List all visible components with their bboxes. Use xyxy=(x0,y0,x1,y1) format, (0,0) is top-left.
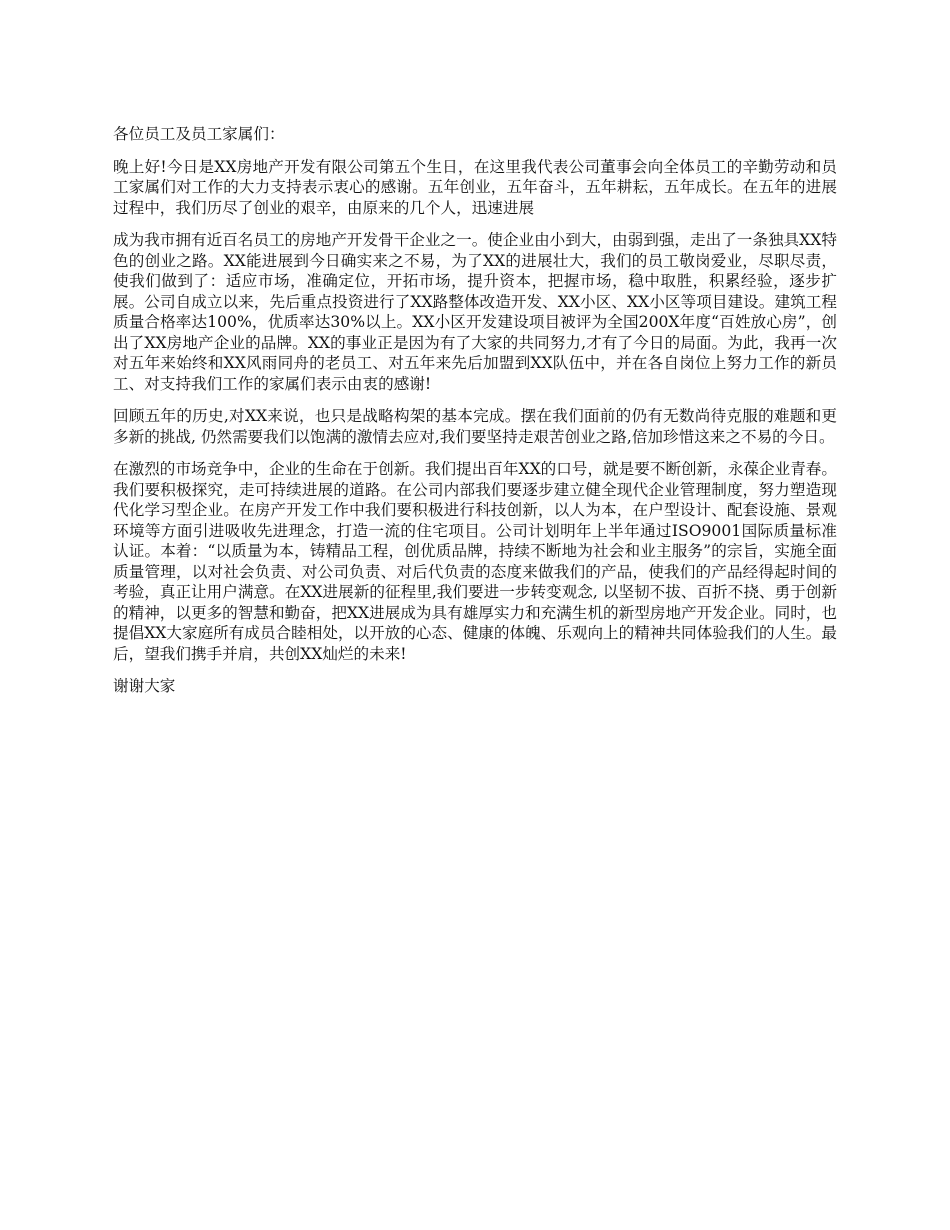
closing-line: 谢谢大家 xyxy=(113,677,176,695)
paragraph-1: 晚上好!今日是XX房地产开发有限公司第五个生日，在这里我代表公司董事会向全体员工的辛勤劳动和员工家属们对工作的大力支持表示衷心的感谢。五年创业，五年奋斗，五年耕耘，五年成长。在五年的进展过程中，我们历尽了创业的艰辛，由原来的几个人，迅速进展 xyxy=(113,157,837,217)
paragraph-2: 成为我市拥有近百名员工的房地产开发骨干企业之一。使企业由小到大，由弱到强，走出了一条独具XX特色的创业之路。XX能进展到今日确实来之不易，为了XX的进展壮大，我们的员工敬岗爱业，尽职尽责，使我们做到了：适应市场，准确定位，开拓市场，提升资本，把握市场，稳中取胜，积累经验，逐步扩展。公司自成立以来，先后重点投资进行了XX路整体改造开发、XX小区、XX小区等项目建设。建筑工程质量合格率达100%，优质率达30%以上。XX小区开发建设项目被评为全国200X年度“百姓放心房”，创出了XX房地产企业的品牌。XX的事业正是因为有了大家的共同努力,才有了今日的局面。为此，我再一次对五年来始终和XX风雨同舟的老员工、对五年来先后加盟到XX队伍中，并在各自岗位上努力工作的新员工、对支持我们工作的家属们表示由衷的感谢! xyxy=(113,231,838,393)
paragraph-3: 回顾五年的历史,对XX来说，也只是战略构架的基本完成。摆在我们面前的仍有无数尚待克服的难题和更多新的挑战, 仍然需要我们以饱满的激情去应对,我们要坚持走艰苦创业之路,倍加珍惜这来之不易的今日。 xyxy=(113,407,837,446)
salutation: 各位员工及员工家属们： xyxy=(113,125,285,143)
document-body xyxy=(113,124,837,697)
paragraph-4: 在激烈的市场竞争中，企业的生命在于创新。我们提出百年XX的口号，就是要不断创新，永葆企业青春。我们要积极探究，走可持续进展的道路。在公司内部我们要逐步建立健全现代企业管理制度，努力塑造现代化学习型企业。在房产开发工作中我们要积极进行科技创新，以人为本，在户型设计、配套设施、景观环境等方面引进吸收先进理念，打造一流的住宅项目。公司计划明年上半年通过ISO9001国际质量标准认证。本着：“以质量为本，铸精品工程，创优质品牌，持续不断地为社会和业主服务”的宗旨，实施全面质量管理，以对社会负责、对公司负责、对后代负责的态度来做我们的产品，使我们的产品经得起时间的考验，真正让用户满意。在XX进展新的征程里,我们要进一步转变观念, 以坚韧不拔、百折不挠、勇于创新的精神，以更多的智慧和勤奋，把XX进展成为具有雄厚实力和充满生机的新型房地产开发企业。同时，也提倡XX大家庭所有成员合睦相处，以开放的心态、健康的体魄、乐观向上的精神共同体验我们的人生。最后，望我们携手并肩，共创XX灿烂的未来! xyxy=(113,460,837,663)
